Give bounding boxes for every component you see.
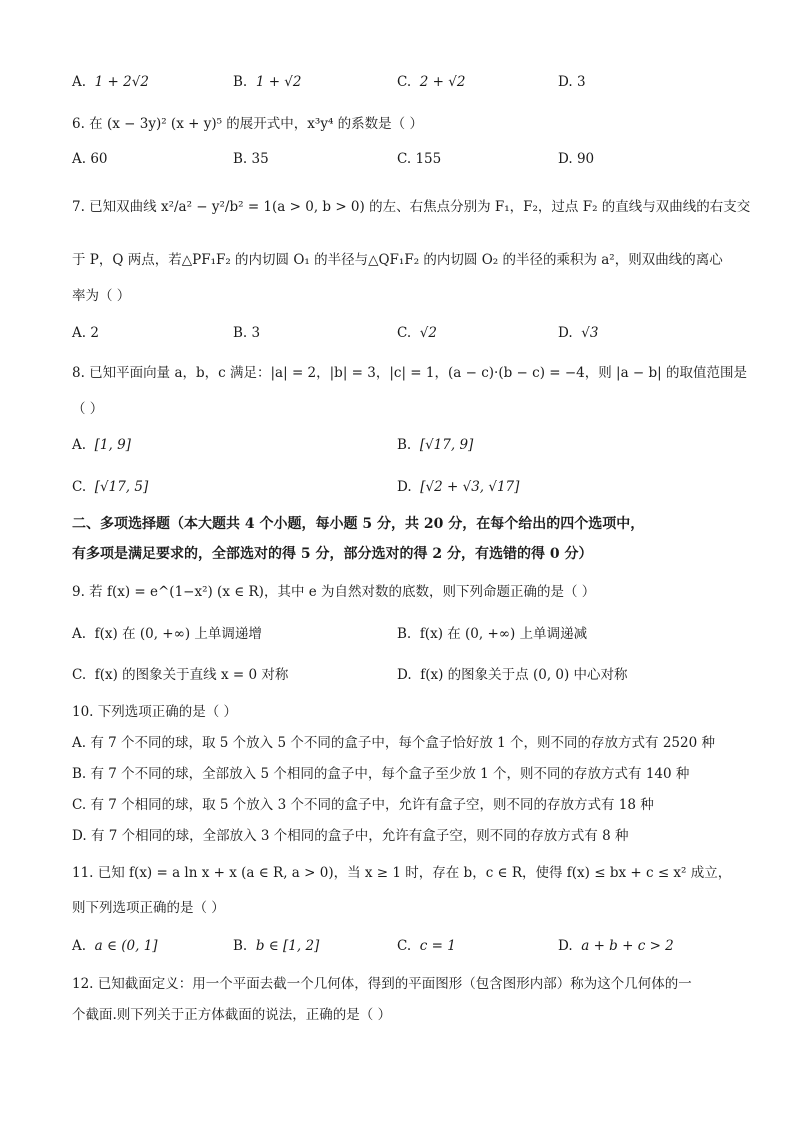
- q6-option-a: A. 60: [72, 151, 108, 167]
- q10-stem: 10. 下列选项正确的是（ ）: [72, 704, 238, 720]
- q11-option-c: C. c = 1: [397, 938, 456, 954]
- q7-stem-line-1: 7. 已知双曲线 x²/a² − y²/b² = 1(a > 0, b > 0) 的左、右焦点分别为 F₁，F₂，过点 F₂ 的直线与双曲线的右支交: [72, 199, 751, 215]
- q5-option-d: D. 3: [558, 74, 586, 90]
- q9-option-b: B. f(x) 在 (0, +∞) 上单调递减: [397, 626, 588, 642]
- q7-option-d: D. √3: [558, 325, 599, 341]
- q9-option-c: C. f(x) 的图象关于直线 x = 0 对称: [72, 667, 289, 683]
- section-heading-line-2: 有多项是满足要求的，全部选对的得 5 分，部分选对的得 2 分，有选错的得 0 分）: [72, 546, 593, 562]
- q11-option-b: B. b ∈ [1, 2]: [233, 938, 320, 954]
- q11-stem-line-2: 则下列选项正确的是（ ）: [72, 900, 225, 916]
- q8-stem-line-2: （ ）: [72, 401, 104, 417]
- q11-option-a: A. a ∈ (0, 1]: [72, 938, 158, 954]
- q6-option-c: C. 155: [397, 151, 442, 167]
- q5-option-c: C. 2 + √2: [397, 74, 466, 90]
- section-heading-line-1: 二、多项选择题（本大题共 4 个小题，每小题 5 分，共 20 分，在每个给出的四个选项中，: [72, 516, 645, 532]
- q7-stem-line-2: 于 P，Q 两点，若△PF₁F₂ 的内切圆 O₁ 的半径与△QF₁F₂ 的内切圆 O₂ 的半径的乘积为 a²，则双曲线的离心: [72, 252, 723, 268]
- q8-option-a: A. [1, 9]: [72, 437, 131, 453]
- q7-stem-line-3: 率为（ ）: [72, 288, 131, 304]
- q8-option-d: D. [√2 + √3, √17]: [397, 479, 520, 495]
- q9-option-d: D. f(x) 的图象关于点 (0, 0) 中心对称: [397, 667, 628, 683]
- q12-stem-line-1: 12. 已知截面定义：用一个平面去截一个几何体，得到的平面图形（包含图形内部）称为这个几何体的一: [72, 976, 692, 992]
- q9-stem: 9. 若 f(x) = e^(1−x²) (x ∈ R)，其中 e 为自然对数的底数，则下列命题正确的是（ ）: [72, 584, 596, 600]
- q8-option-c: C. [√17, 5]: [72, 479, 149, 495]
- q7-option-c: C. √2: [397, 325, 437, 341]
- q7-option-a: A. 2: [72, 325, 99, 341]
- q8-option-b: B. [√17, 9]: [397, 437, 474, 453]
- q12-stem-line-2: 个截面.则下列关于正方体截面的说法，正确的是（ ）: [72, 1007, 392, 1023]
- q10-option-c: C. 有 7 个相同的球，取 5 个放入 3 个不同的盒子中，允许有盒子空，则不同的存放方式有 18 种: [72, 797, 654, 813]
- q10-option-b: B. 有 7 个不同的球，全部放入 5 个相同的盒子中，每个盒子至少放 1 个，则不同的存放方式有 140 种: [72, 766, 690, 782]
- q8-stem-line-1: 8. 已知平面向量 a，b，c 满足：|a| = 2，|b| = 3，|c| = 1，(a − c)·(b − c) = −4，则 |a − b| 的取值范围是: [72, 365, 748, 381]
- q10-option-a: A. 有 7 个不同的球，取 5 个放入 5 个不同的盒子中，每个盒子恰好放 1 个，则不同的存放方式有 2520 种: [72, 735, 715, 751]
- q7-option-b: B. 3: [233, 325, 261, 341]
- q9-option-a: A. f(x) 在 (0, +∞) 上单调递增: [72, 626, 262, 642]
- q10-option-d: D. 有 7 个相同的球，全部放入 3 个相同的盒子中，允许有盒子空，则不同的存放方式有 8 种: [72, 828, 629, 844]
- q6-stem: 6. 在 (x − 3y)² (x + y)⁵ 的展开式中，x³y⁴ 的系数是（ ）: [72, 116, 423, 132]
- q11-stem-line-1: 11. 已知 f(x) = a ln x + x (a ∈ R, a > 0)，当 x ≥ 1 时，存在 b，c ∈ R，使得 f(x) ≤ bx + c ≤ x² 成立，: [72, 865, 732, 881]
- q6-option-d: D. 90: [558, 151, 595, 167]
- q5-option-a: A. 1 + 2√2: [72, 74, 149, 90]
- q5-option-b: B. 1 + √2: [233, 74, 302, 90]
- q11-option-d: D. a + b + c > 2: [558, 938, 674, 954]
- q6-option-b: B. 35: [233, 151, 269, 167]
